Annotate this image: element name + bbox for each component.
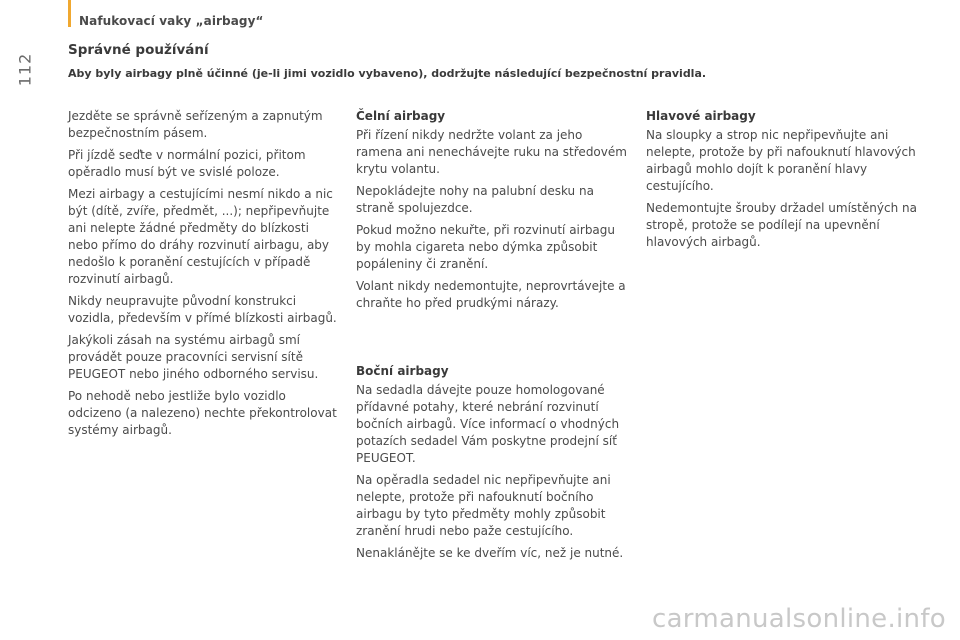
paragraph: Jakýkoli zásah na systému airbagů smí provádět pouze pracovníci servisní sítě PEUGEOT nebo jiného odborného servisu. — [68, 333, 319, 381]
paragraph: Nikdy neupravujte původní konstrukci vozidla, především v přímé blízkosti airbagů. — [68, 294, 337, 325]
section-title: Správné používání — [68, 42, 209, 58]
paragraph: Na opěradla sedadel nic nepřipevňujte ani nelepte, protože při nafouknutí bočního airbagu by tyto předměty mohly způsobit zranění hrudi nebo paže cestujícího. — [356, 473, 611, 538]
section-intro: Aby byly airbagy plně účinné (je-li jimi vozidlo vybaveno), dodržujte následující bezpečnostní pravidla. — [68, 67, 707, 80]
column-general-rules — [68, 108, 340, 444]
column-curtain-airbags — [646, 108, 918, 256]
paragraph: Po nehodě nebo jestliže bylo vozidlo odcizeno (a nalezeno) nechte překontrolovat systémy airbagů. — [68, 389, 337, 437]
paragraph: Na sloupky a strop nic nepřipevňujte ani nelepte, protože by při nafouknutí hlavových airbagů mohlo dojít k poranění hlavy cestujícího. — [646, 128, 916, 193]
spacer — [356, 317, 628, 363]
paragraph: Nedemontujte šrouby držadel umístěných na stropě, protože se podílejí na upevnění hlavových airbagů. — [646, 201, 917, 249]
front-airbags-heading: Čelní airbagy — [356, 109, 446, 123]
paragraph: Jezděte se správně seřízeným a zapnutým bezpečnostním pásem. — [68, 109, 323, 140]
chapter-title: Nafukovací vaky „airbagy“ — [79, 14, 264, 28]
side-airbags-heading: Boční airbagy — [356, 364, 449, 378]
paragraph: Pokud možno nekuřte, při rozvinutí airbagu by mohla cigareta nebo dýmka způsobit popáleniny či zranění. — [356, 223, 616, 271]
paragraph: Při jízdě seďte v normální pozici, přitom opěradlo musí být ve svislé poloze. — [68, 148, 306, 179]
paragraph: Volant nikdy nedemontujte, neprovrtávejte a chraňte ho před prudkými nárazy. — [356, 279, 626, 310]
paragraph: Na sedadla dávejte pouze homologované přídavné potahy, které nebrání rozvinutí bočních airbagů. Více informací o vhodných potazích sedadel Vám poskytne prodejní síť PEUGEOT. — [356, 383, 620, 465]
header-accent-bar — [68, 0, 71, 27]
watermark: carmanualsonline.info — [651, 604, 946, 634]
paragraph: Při řízení nikdy nedržte volant za jeho ramena ani nenechávejte ruku na středovém krytu volantu. — [356, 128, 627, 176]
paragraph: Nepokládejte nohy na palubní desku na straně spolujezdce. — [356, 184, 594, 215]
page-number: 112 — [15, 52, 35, 87]
column-front-side-airbags — [356, 108, 628, 567]
paragraph: Nenaklánějte se ke dveřím víc, než je nutné. — [356, 546, 624, 560]
curtain-airbags-heading: Hlavové airbagy — [646, 109, 756, 123]
paragraph: Mezi airbagy a cestujícími nesmí nikdo a nic být (dítě, zvíře, předmět, ...); nepřipevňujte ani nelepte žádné předměty do blízkosti nebo přímo do dráhy rozvinutí airbagu, aby nedošlo k poranění cestujících v případě rozvinutí airbagů. — [68, 187, 333, 286]
